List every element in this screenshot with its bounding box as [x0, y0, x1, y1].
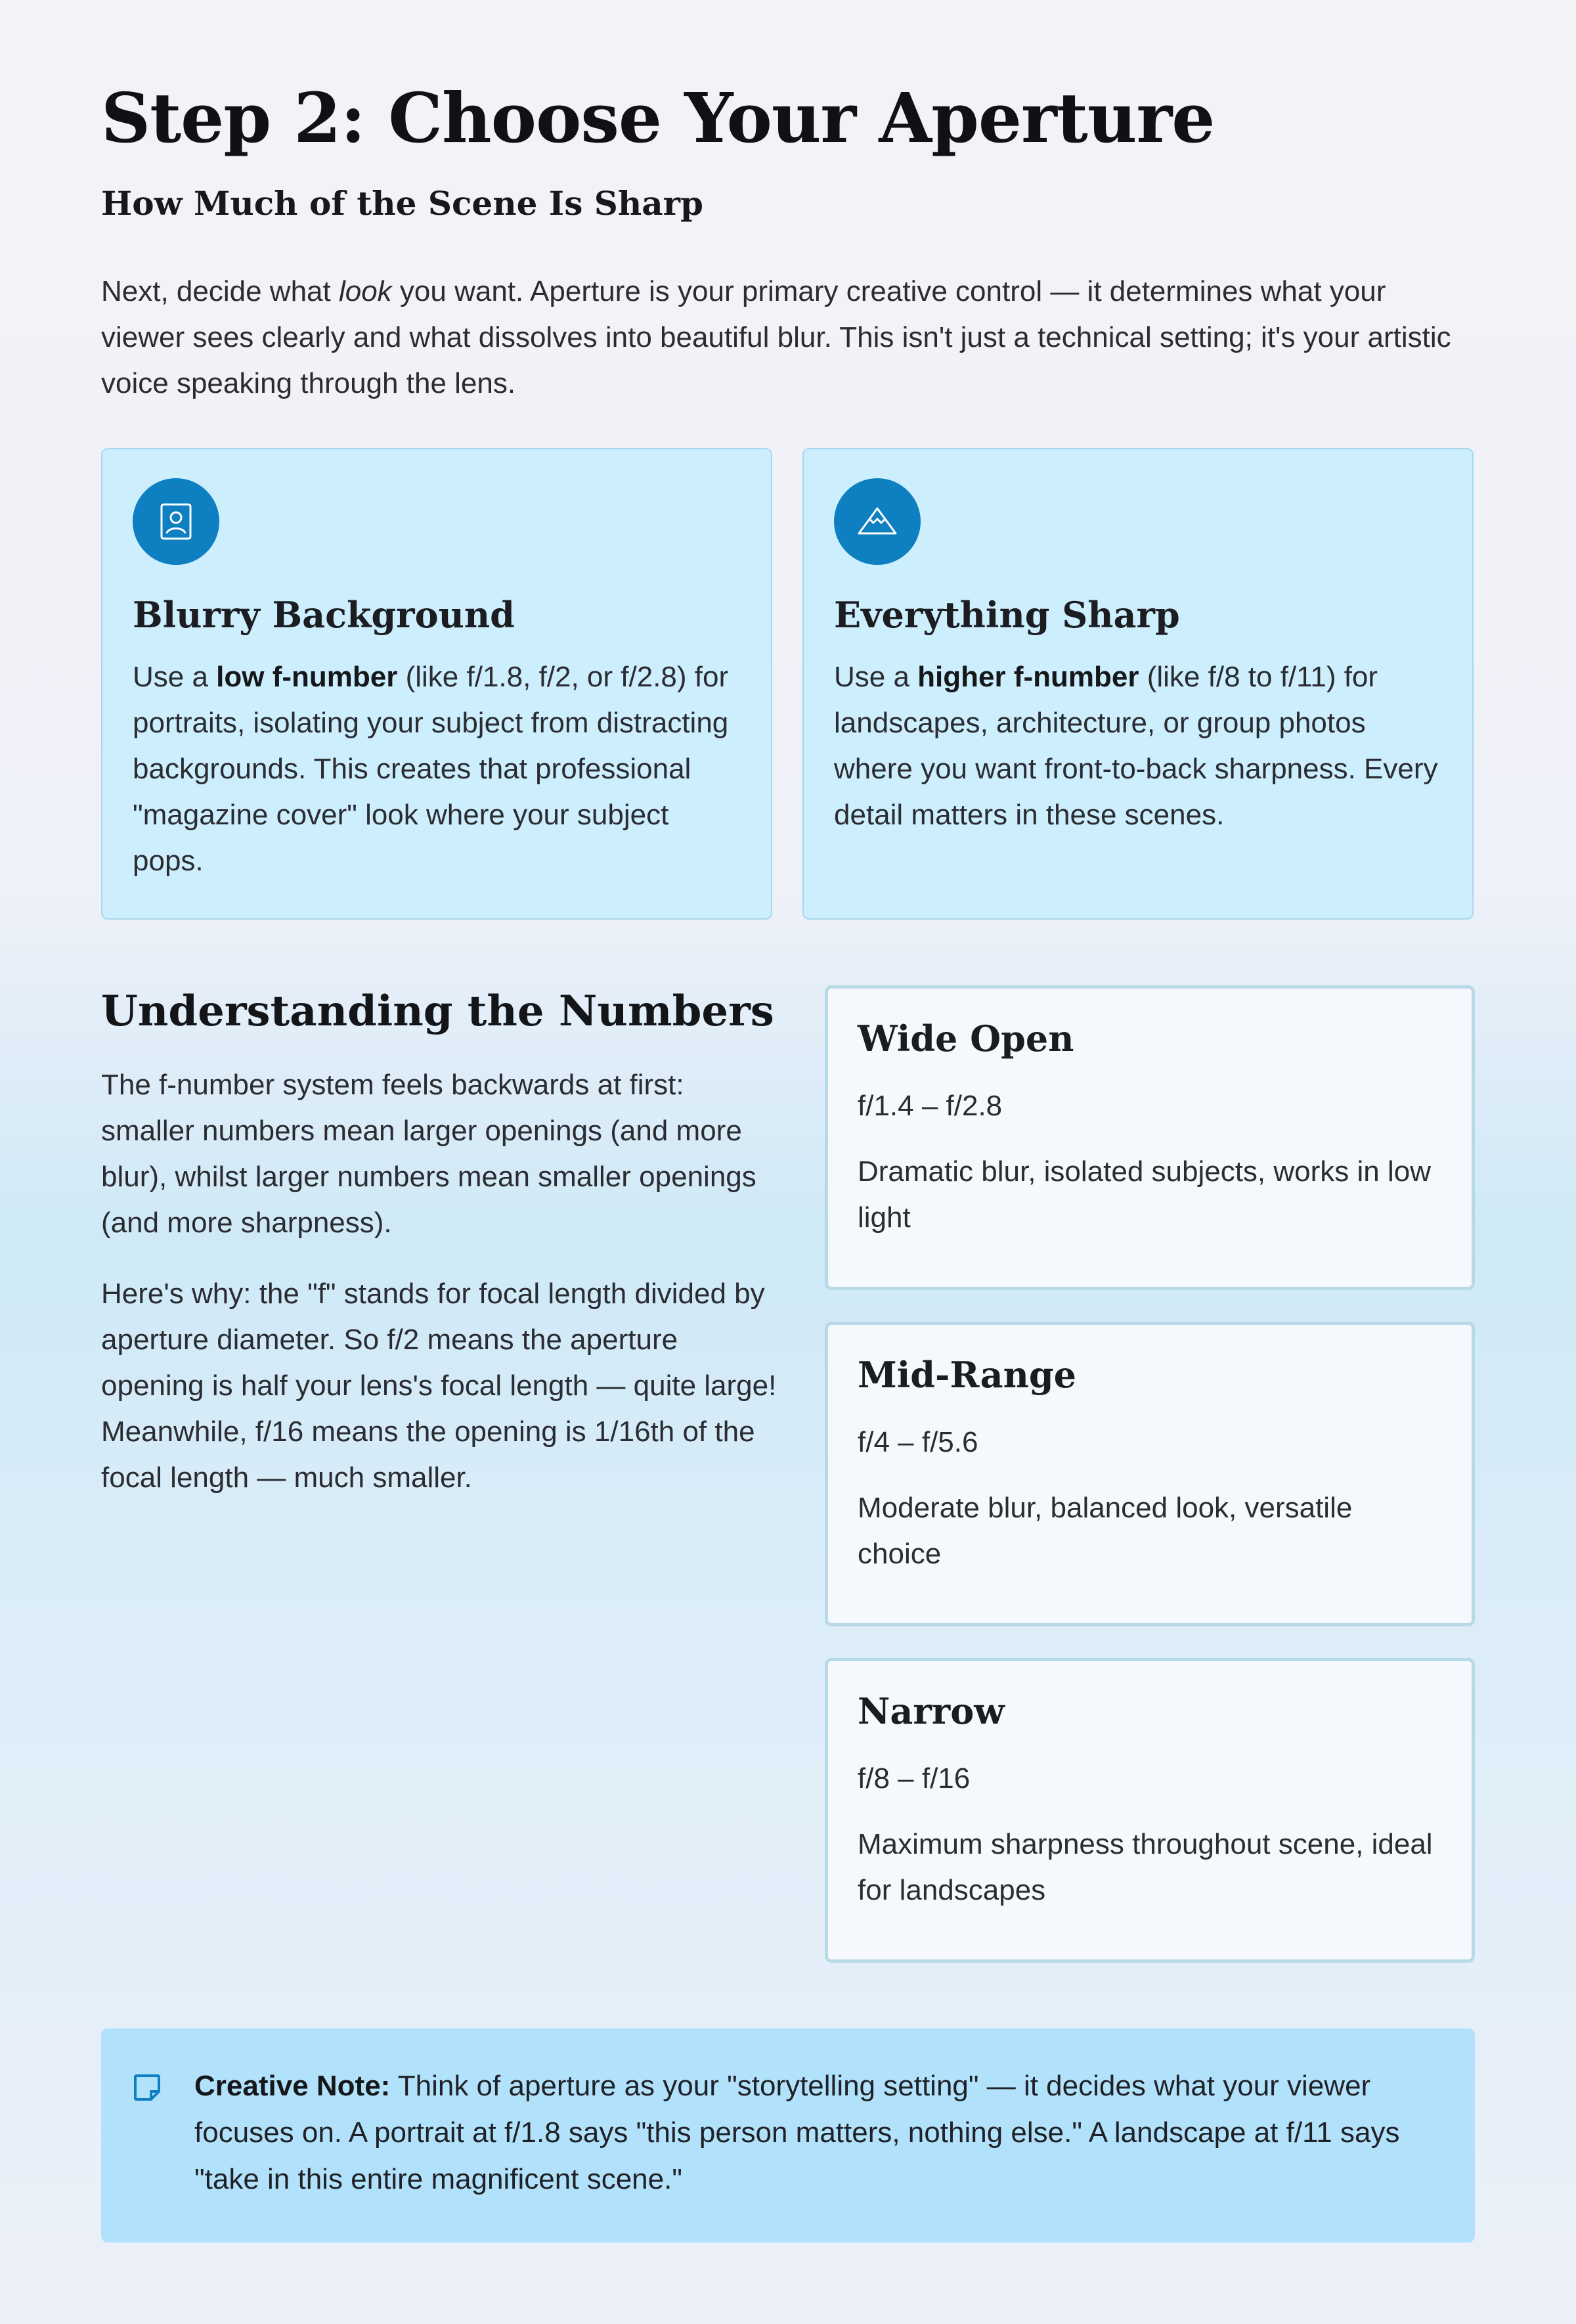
- range-title: Narrow: [858, 1690, 1005, 1732]
- portrait-icon: [133, 478, 219, 565]
- range-card-narrow: [825, 1658, 1475, 1963]
- card-text-bold: higher f-number: [917, 661, 1139, 693]
- range-values: f/1.4 – f/2.8: [858, 1090, 1003, 1122]
- aperture-ranges: [825, 985, 1475, 1994]
- range-card-wide-open: [825, 985, 1475, 1290]
- mountain-icon: [834, 478, 921, 565]
- card-title: Blurry Background: [133, 594, 515, 636]
- numbers-paragraph-2: Here's why: the "f" stands for focal length divided by aperture diameter. So f/2 means the aperture opening is half your lens's focal length — quite large! Meanwhile, f/16 means the opening is 1/16th of the focal length — much smaller.: [101, 1278, 777, 1494]
- range-values: f/4 – f/5.6: [858, 1426, 978, 1458]
- range-title: Mid-Range: [858, 1354, 1076, 1396]
- numbers-section: [101, 987, 784, 1501]
- page-subtitle: How Much of the Scene Is Sharp: [101, 183, 703, 223]
- range-description: Dramatic blur, isolated subjects, works in low light: [858, 1155, 1431, 1234]
- card-title: Everything Sharp: [834, 594, 1180, 636]
- range-title: Wide Open: [858, 1017, 1074, 1060]
- section-heading: Understanding the Numbers: [101, 987, 774, 1036]
- range-values: f/8 – f/16: [858, 1762, 971, 1795]
- note-body: Think of aperture as your "storytelling setting" — it decides what your viewer focuses on. A portrait at f/1.8 says "this person matters, nothing else." A landscape at f/11 says "take in this entire magnificent scene.": [194, 2070, 1400, 2195]
- range-description: Moderate blur, balanced look, versatile choice: [858, 1492, 1353, 1570]
- card-text: [133, 654, 741, 884]
- range-card-mid-range: [825, 1322, 1475, 1626]
- card-text-end: (like f/1.8, f/2, or f/2.8) for portraits, isolating your subject from distracting backgrounds. This creates that professional "magazine cover" look where your subject pops.: [133, 661, 729, 877]
- page: [101, 78, 1475, 2195]
- card-everything-sharp: [802, 448, 1474, 920]
- intro-emphasis: look: [338, 275, 392, 307]
- range-description: Maximum sharpness throughout scene, ideal for landscapes: [858, 1828, 1433, 1906]
- card-text-end: (like f/8 to f/11) for landscapes, architecture, or group photos where you want front-to-back sharpness. Every detail matters in these scenes.: [834, 661, 1438, 831]
- card-text-start: Use a: [133, 661, 217, 693]
- note-label: Creative Note:: [194, 2070, 391, 2102]
- page-title: Step 2: Choose Your Aperture: [101, 78, 1215, 158]
- intro-paragraph: [101, 269, 1475, 407]
- intro-text-end: you want. Aperture is your primary creative control — it determines what your viewer sees clearly and what dissolves into beautiful blur. This isn't just a technical setting; it's your artistic voice speaking through the lens.: [101, 275, 1451, 399]
- card-text-start: Use a: [834, 661, 918, 693]
- intro-text-start: Next, decide what: [101, 275, 339, 307]
- card-blurry-background: [101, 448, 772, 920]
- aperture-cards: [101, 448, 1475, 921]
- creative-note: [101, 2028, 1475, 2243]
- note-icon: [133, 2073, 162, 2102]
- card-text-bold: low f-number: [216, 661, 398, 693]
- note-text: [194, 2063, 1429, 2202]
- card-text: [834, 654, 1442, 838]
- numbers-paragraph-1: The f-number system feels backwards at first: smaller numbers mean larger openings (and more blur), whilst larger numbers mean smaller openings (and more sharpness).: [101, 1069, 756, 1239]
